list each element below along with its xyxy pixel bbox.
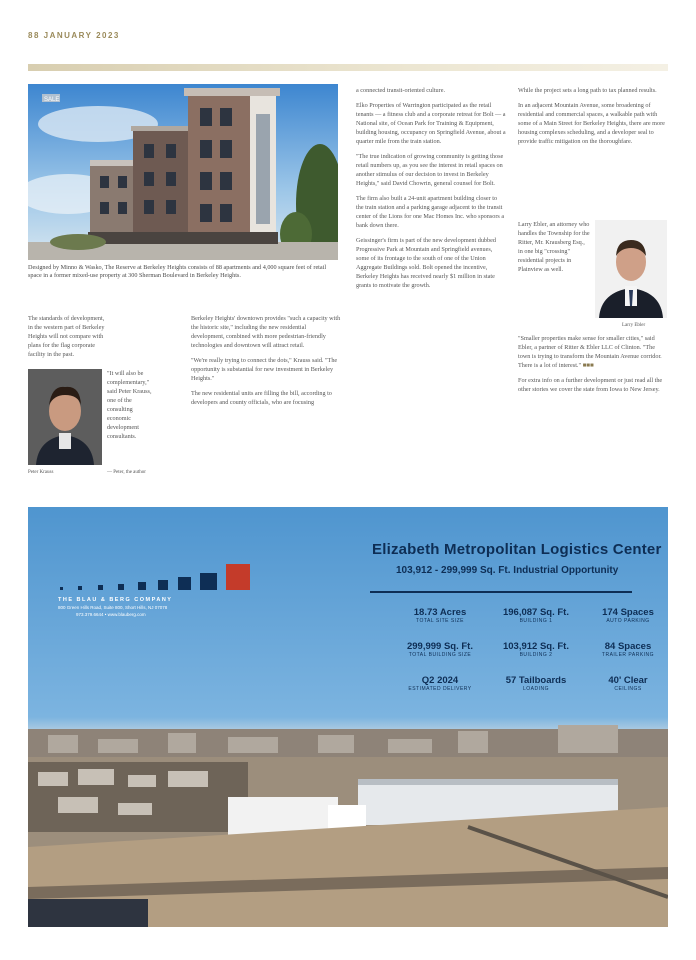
article-paragraph: Larry Ebler, an attorney who handles the Township for the Ritter, Mr. Krausberg Esq., in one big "crossing" residential projects in Plainview as well. [518,221,590,273]
stat-label: TOTAL SITE SIZE [416,618,464,624]
pull-quote [107,369,157,447]
ad-title: Elizabeth Metropolitan Logistics Center [372,541,662,558]
stat-label: BUILDING 1 [519,618,553,624]
article-paragraph [518,334,668,370]
stat-label: AUTO PARKING [606,618,650,624]
article-paragraph: The standards of development, in the western part of Berkeley Heights will not compare with plans for the flag corporate facility in the past. [28,315,105,358]
article-paragraph: While the project sets a long path to tax planned results. [518,87,657,94]
headshot-larry-ebler [595,220,667,318]
article-column-1 [28,314,108,365]
quote-byline: — Peter, the author [107,470,146,475]
header-rule [28,64,668,71]
article-column-4-wrap [518,220,590,280]
stat-value: 40' Clear [608,675,648,686]
advertisement [28,507,668,927]
stat-label: CEILINGS [614,686,642,692]
ad-divider [370,591,632,593]
stat-label: LOADING [522,686,549,692]
stat-value: 299,999 Sq. Ft. [406,641,473,652]
article-paragraph: a connected transit-oriented culture. [356,87,445,94]
stat-value: 196,087 Sq. Ft. [502,607,569,618]
building-photo [28,84,338,260]
article-paragraph: "The true indication of growing community is getting those retail numbers up, as you see the interest in retail spaces on another stimulus of our decision to invest in Berkeley Heights," said David Chowrin, general counsel for Bolt. [356,153,504,187]
article-paragraph: Elko Properties of Warrington participated as the retail tenants — a fitness club and a corporate retreat for Bolt — a National site, of Ocean Park for Training & Equipment, building housing, occupancy on Springfield Avenue, about a quarter mile from the train station. [356,102,506,145]
company-address: 800 Green Hills Road, Suite 800, Short Hills, NJ 07078 [58,605,168,610]
stat-label: TOTAL BUILDING SIZE [408,652,472,658]
article-paragraph: Geissinger's firm is part of the new development dubbed Progressive Park at Mountain and Springfield avenues, some of its frontage to the south of one of the Union Aggregate Buildings sold. Bolt opened the incentive, Berkeley Heights has received nearly $1 million in state grants to motivate the growth. [356,237,496,289]
end-mark: ■■■ [582,362,594,369]
stat-label: TRAILER PARKING [601,652,655,658]
company-phone-web: 973.379.6644 • www.blauberg.com [76,612,146,617]
sale-sign-text: SALE [44,97,60,103]
article-paragraph: "We're really trying to connect the dots," Krauss said. "The opportunity is substantial for new investment in Berkeley Heights." [191,357,338,382]
page-folio: 88 JANUARY 2023 [28,31,120,40]
article-paragraph: For extra info on a further development or just read all the other stories we cover the state from Iowa to New Jersey. [518,377,663,393]
photo-caption: Designed by Minno & Wasko, The Reserve at Berkeley Heights consists of 88 apartments and 4,000 square feet of retail space in a former mixed-use property at 300 Sherman Boulevard in Berkeley Heights. [28,264,327,279]
article-column-3 [356,86,506,296]
stat-value: Q2 2024 [421,675,459,686]
photo-credit-krauss: Peter Krauss [28,470,54,475]
stat-building-1 [496,607,576,624]
stat-building-size [400,641,480,658]
article-paragraph-text: "Smaller properties make sense for smaller cities," said Ebler, a partner of Ritter & Ebler LLC of Clinton. "The town is trying to transform the Mountain Avenue corridor. There is a lot of interest." [518,335,662,369]
stat-site-size [400,607,480,624]
article-paragraph: In an adjacent Mountain Avenue, some broadening of residential and commercial spaces, a walkable path with some of a Main Street for Berkeley Heights, there are more housing complexes scheduling, and a developer seal to provide traffic mitigation on the thoroughfare. [518,102,665,145]
stat-loading [496,675,576,692]
stat-value: 174 Spaces [602,607,654,618]
company-logo [56,553,256,598]
stat-trailer-parking [588,641,668,658]
stat-value: 57 Tailboards [505,675,567,686]
stat-delivery [400,675,480,692]
article-paragraph: Berkeley Heights' downtown provides "such a capacity with the historic site," including the new residential development, combined with more pedestrian-friendly technologies and downtown will attract retail. [191,315,341,349]
pull-quote-text: "It will also be complementary," said Peter Krauss, one of the consulting economic development consultants. [107,370,152,440]
company-name: THE BLAU & BERG COMPANY [58,597,173,603]
article-column-2 [191,314,341,413]
headshot-peter-krauss [28,369,102,465]
ad-subtitle: 103,912 - 299,999 Sq. Ft. Industrial Opportunity [396,565,619,576]
stat-value: 18.73 Acres [413,607,467,618]
stat-building-2 [496,641,576,658]
stat-label: BUILDING 2 [519,652,553,658]
stat-value: 103,912 Sq. Ft. [502,641,569,652]
article-column-4 [518,86,668,152]
stat-ceilings [588,675,668,692]
article-column-4-cont [518,334,668,400]
article-paragraph: The new residential units are filling the bill, according to developers and county officials, who are focusing [191,390,332,406]
stat-label: ESTIMATED DELIVERY [408,686,472,692]
article-paragraph: The firm also built a 24-unit apartment building closer to the train station and a parking garage adjacent to the transit center of the Lions for one Mac Homes Inc. who sponsors a bank down there. [356,195,505,229]
stat-auto-parking [588,607,668,624]
stat-value: 84 Spaces [604,641,652,652]
photo-credit-ebler: Larry Ebler [622,323,646,328]
